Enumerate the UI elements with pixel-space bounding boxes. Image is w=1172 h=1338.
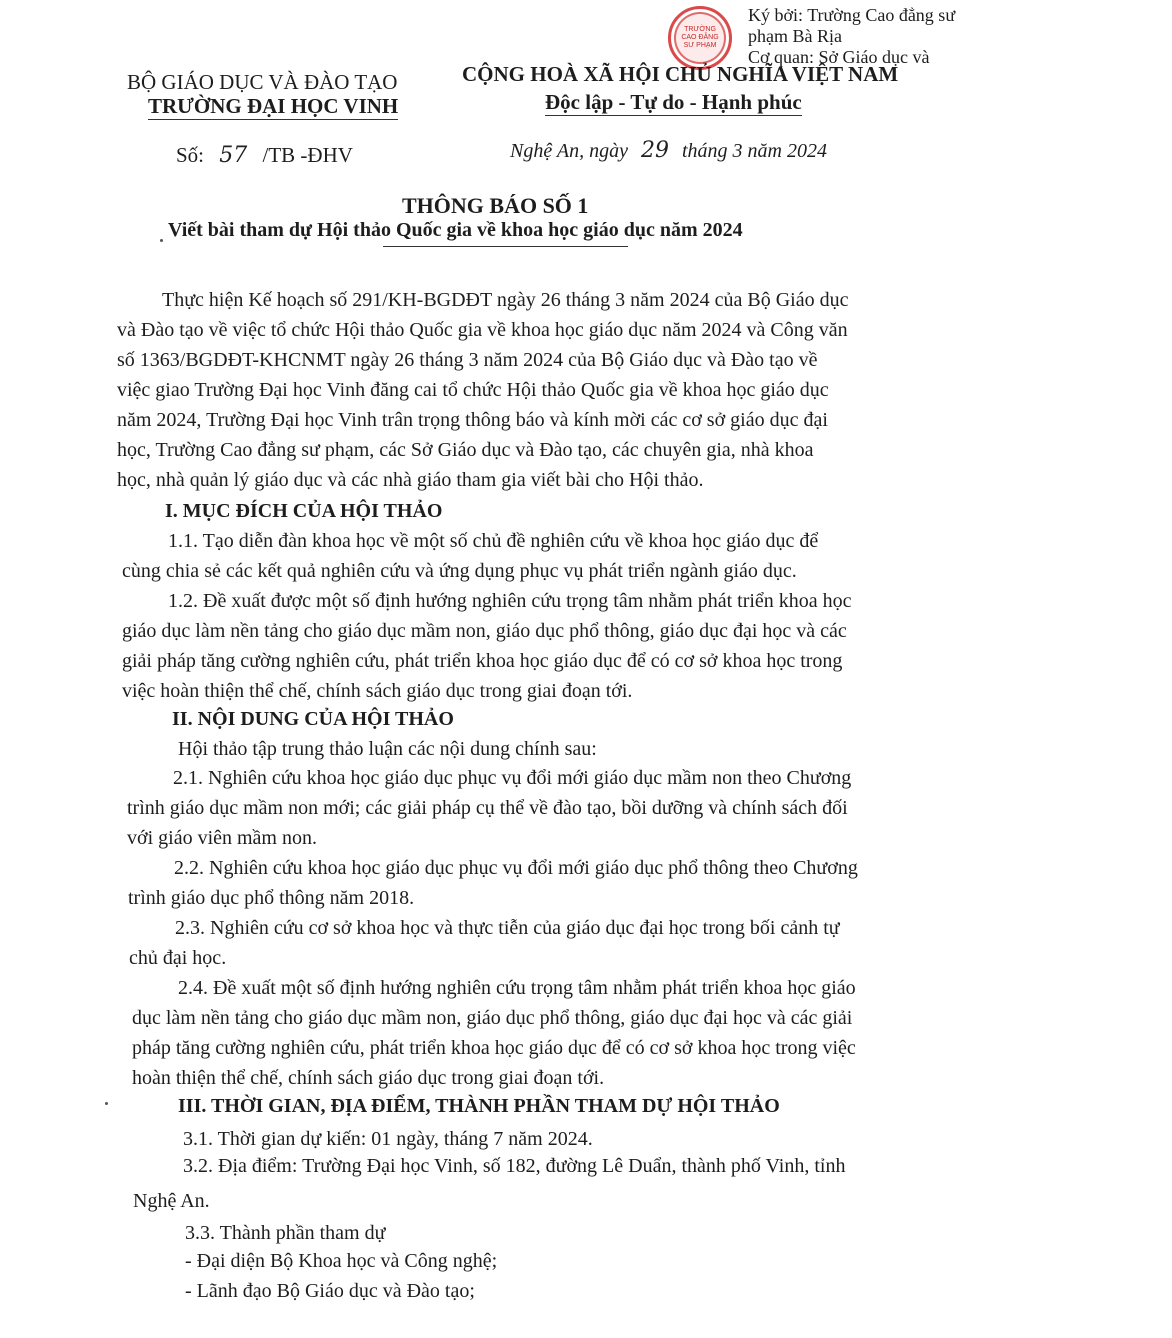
participant-list-item: - Lãnh đạo Bộ Giáo dục và Đào tạo; xyxy=(185,1280,475,1302)
participant-list-item: - Đại diện Bộ Khoa học và Công nghệ; xyxy=(185,1250,498,1272)
stamp-text: CAO ĐẲNG xyxy=(681,34,719,41)
motto-text: Độc lập - Tự do - Hạnh phúc xyxy=(545,90,802,114)
paragraph-line: pháp tăng cường nghiên cứu, phát triển khoa học giáo dục để có cơ sở khoa học trong việc xyxy=(132,1037,856,1059)
intro-paragraph xyxy=(117,285,892,495)
intro-line: học, Trường Cao đẳng sư phạm, các Sở Giáo dục và Đào tạo, các chuyên gia, nhà khoa xyxy=(117,439,814,461)
doc-number-prefix: Số: xyxy=(176,143,205,167)
content-lead: Hội thảo tập trung thảo luận các nội dung chính sau: xyxy=(178,738,597,760)
issue-date xyxy=(510,138,827,163)
purpose-item-1-1 xyxy=(122,526,897,586)
content-item-2-4 xyxy=(132,973,907,1093)
date-prefix: Nghệ An, ngày xyxy=(510,140,628,162)
paragraph-line: với giáo viên mầm non. xyxy=(127,827,317,849)
red-seal-stamp xyxy=(668,6,732,70)
school-name xyxy=(148,94,398,119)
handwritten-day: 29 xyxy=(640,138,669,163)
school-name-text: TRƯỜNG ĐẠI HỌC VINH xyxy=(148,94,399,118)
paragraph-line: 2.2. Nghiên cứu khoa học giáo dục phục vụ đổi mới giáo dục phổ thông theo Chương xyxy=(174,857,858,879)
country-name: CỘNG HOÀ XÃ HỘI CHỦ NGHĨA VIỆT NAM xyxy=(462,62,899,86)
scan-dot xyxy=(105,1102,108,1105)
place-item: 3.2. Địa điểm: Trường Đại học Vinh, số 182, đường Lê Duẩn, thành phố Vinh, tỉnh xyxy=(183,1155,846,1177)
stamp-text: TRƯỜNG xyxy=(684,26,716,33)
place-item-continued: Nghệ An. xyxy=(133,1190,210,1212)
paragraph-line: 2.3. Nghiên cứu cơ sở khoa học và thực tiễn của giáo dục đại học trong bối cảnh tự xyxy=(175,917,840,939)
participants-heading: 3.3. Thành phần tham dự xyxy=(185,1222,386,1244)
purpose-item-1-2 xyxy=(122,586,897,706)
notice-subtitle: Viết bài tham dự Hội thảo Quốc gia về khoa học giáo dục năm 2024 xyxy=(168,219,743,241)
paragraph-line: 1.2. Đề xuất được một số định hướng nghiên cứu trọng tâm nhằm phát triển khoa học xyxy=(168,590,852,612)
section-heading-time-place: III. THỜI GIAN, ĐỊA ĐIỂM, THÀNH PHẦN THAM DỰ HỘI THẢO xyxy=(178,1095,780,1117)
stamp-text: SƯ PHẠM xyxy=(683,42,717,49)
content-item-2-1 xyxy=(127,763,902,853)
doc-number-suffix: /TB -ĐHV xyxy=(262,143,353,167)
paragraph-line: 2.4. Đề xuất một số định hướng nghiên cứu trọng tâm nhằm phát triển khoa học giáo xyxy=(178,977,856,999)
intro-line: việc giao Trường Đại học Vinh đăng cai tổ chức Hội thảo Quốc gia về khoa học giáo dục xyxy=(117,379,829,401)
time-item: 3.1. Thời gian dự kiến: 01 ngày, tháng 7 năm 2024. xyxy=(183,1128,593,1150)
paragraph-line: giải pháp tăng cường nghiên cứu, phát triển khoa học giáo dục để có cơ sở khoa học trong xyxy=(122,650,843,672)
content-item-2-3 xyxy=(129,913,904,973)
intro-line: học, nhà quản lý giáo dục và các nhà giáo tham gia viết bài cho Hội thảo. xyxy=(117,469,704,491)
intro-line: năm 2024, Trường Đại học Vinh trân trọng thông báo và kính mời các cơ sở giáo dục đại xyxy=(117,409,828,431)
subtitle-underline xyxy=(383,246,628,247)
intro-line: và Đào tạo về việc tổ chức Hội thảo Quốc gia về khoa học giáo dục năm 2024 và Công văn xyxy=(117,319,848,341)
intro-line: số 1363/BGDĐT-KHCNMT ngày 26 tháng 3 năm 2024 của Bộ Giáo dục và Đào tạo về xyxy=(117,349,818,371)
intro-line: Thực hiện Kế hoạch số 291/KH-BGDĐT ngày 26 tháng 3 năm 2024 của Bộ Giáo dục xyxy=(162,289,849,311)
ministry-name: BỘ GIÁO DỤC VÀ ĐÀO TẠO xyxy=(127,70,398,94)
paragraph-line: giáo dục làm nền tảng cho giáo dục mầm non, giáo dục phổ thông, giáo dục đại học và các xyxy=(122,620,847,642)
paragraph-line: hoàn thiện thể chế, chính sách giáo dục trong giai đoạn tới. xyxy=(132,1067,605,1089)
date-suffix: tháng 3 năm 2024 xyxy=(681,140,827,162)
paragraph-line: 1.1. Tạo diễn đàn khoa học về một số chủ đề nghiên cứu về khoa học giáo dục để xyxy=(168,530,819,552)
section-heading-content: II. NỘI DUNG CỦA HỘI THẢO xyxy=(172,708,454,730)
content-item-2-2 xyxy=(128,853,903,913)
handwritten-number: 57 xyxy=(219,143,248,168)
paragraph-line: cùng chia sẻ các kết quả nghiên cứu và ứng dụng phục vụ phát triển ngành giáo dục. xyxy=(122,560,797,582)
paragraph-line: dục làm nền tảng cho giáo dục mầm non, giáo dục phổ thông, giáo dục đại học và các giải xyxy=(132,1007,853,1029)
document-number xyxy=(176,143,353,168)
paragraph-line: 2.1. Nghiên cứu khoa học giáo dục phục vụ đổi mới giáo dục mầm non theo Chương xyxy=(173,767,852,789)
paragraph-line: trình giáo dục phổ thông năm 2018. xyxy=(128,887,415,909)
signature-line: Cơ quan: Sở Giáo dục và xyxy=(748,47,930,67)
paragraph-line: việc hoàn thiện thể chế, chính sách giáo dục trong giai đoạn tới. xyxy=(122,680,633,702)
national-motto xyxy=(545,90,802,115)
scan-dot xyxy=(160,239,163,242)
signature-line: Ký bởi: Trường Cao đẳng sư xyxy=(748,5,956,25)
notice-title: THÔNG BÁO SỐ 1 xyxy=(402,193,589,218)
paragraph-line: chủ đại học. xyxy=(129,947,227,969)
paragraph-line: trình giáo dục mầm non mới; các giải pháp cụ thể về đào tạo, bồi dưỡng và chính sách đối xyxy=(127,797,848,819)
section-heading-purpose: I. MỤC ĐÍCH CỦA HỘI THẢO xyxy=(165,500,443,522)
signature-line: phạm Bà Rịa xyxy=(748,26,842,46)
digital-signature-info xyxy=(748,5,988,68)
